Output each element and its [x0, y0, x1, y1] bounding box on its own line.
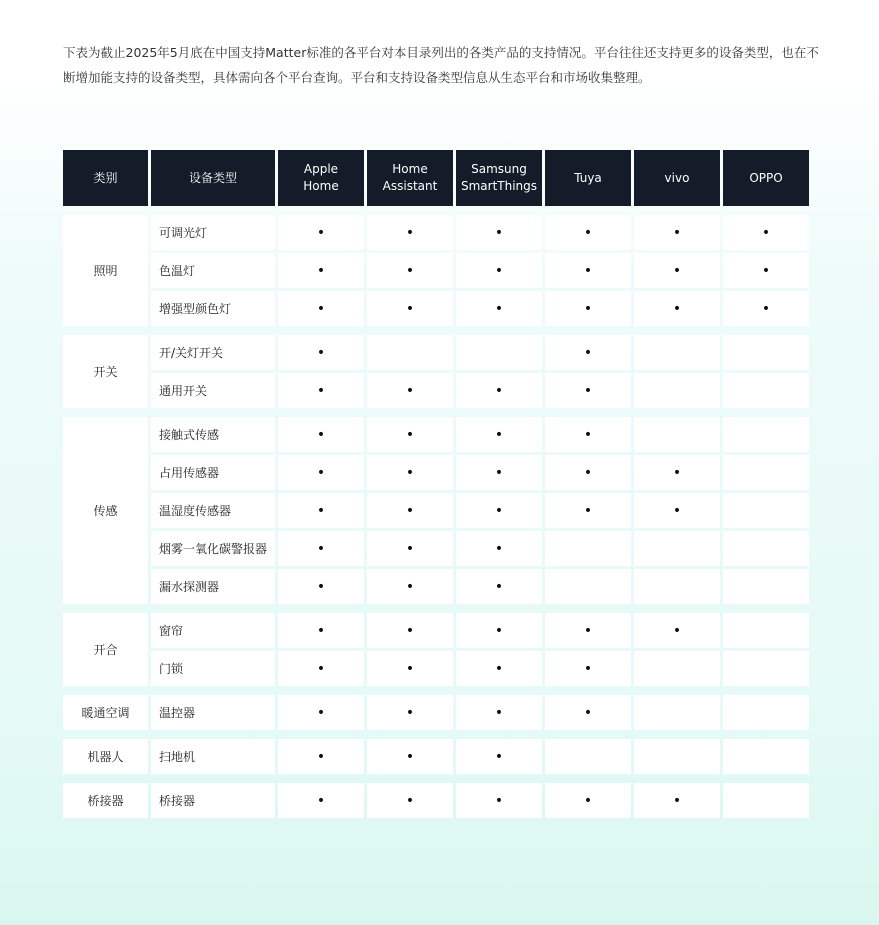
- empty-cell: [723, 335, 809, 370]
- empty-cell: [545, 531, 631, 566]
- support-mark-cell: •: [456, 455, 542, 490]
- device-type-cell: 接触式传感: [151, 417, 275, 452]
- header-category: 类别: [63, 150, 148, 206]
- table-row: [63, 455, 809, 490]
- device-type-cell: 扫地机: [151, 739, 275, 774]
- empty-cell: [545, 569, 631, 604]
- support-mark-cell: •: [367, 455, 453, 490]
- support-mark-cell: •: [278, 695, 364, 730]
- table-row: [63, 335, 809, 370]
- group-gap-row: [63, 411, 809, 414]
- support-mark-cell: •: [278, 739, 364, 774]
- empty-cell: [723, 417, 809, 452]
- support-mark-cell: •: [367, 783, 453, 818]
- device-type-cell: 开/关灯开关: [151, 335, 275, 370]
- category-cell: 开合: [63, 613, 148, 686]
- empty-cell: [634, 695, 720, 730]
- support-mark-cell: •: [456, 253, 542, 288]
- device-type-cell: 温控器: [151, 695, 275, 730]
- group-gap-row: [63, 329, 809, 332]
- header-line: SmartThings: [460, 179, 538, 193]
- support-mark-cell: •: [545, 417, 631, 452]
- device-type-cell: 桥接器: [151, 783, 275, 818]
- support-mark-cell: •: [723, 291, 809, 326]
- empty-cell: [723, 613, 809, 648]
- empty-cell: [723, 569, 809, 604]
- support-mark-cell: •: [545, 651, 631, 686]
- header-line: vivo: [664, 170, 690, 185]
- empty-cell: [634, 335, 720, 370]
- category-cell: 暖通空调: [63, 695, 148, 730]
- category-cell: 桥接器: [63, 783, 148, 818]
- group-gap: [63, 607, 809, 610]
- support-mark-cell: •: [278, 613, 364, 648]
- group-gap: [63, 329, 809, 332]
- support-mark-cell: •: [278, 531, 364, 566]
- support-mark-cell: •: [278, 455, 364, 490]
- empty-cell: [723, 651, 809, 686]
- support-mark-cell: •: [545, 493, 631, 528]
- device-type-cell: 烟雾一氧化碳警报器: [151, 531, 275, 566]
- table-row: [63, 215, 809, 250]
- support-matrix-table: [60, 147, 812, 821]
- support-mark-cell: •: [545, 335, 631, 370]
- header-line: OPPO: [749, 170, 783, 185]
- header-line: Home: [392, 162, 428, 176]
- support-mark-cell: •: [367, 651, 453, 686]
- empty-cell: [634, 569, 720, 604]
- support-mark-cell: •: [634, 253, 720, 288]
- empty-cell: [723, 373, 809, 408]
- support-mark-cell: •: [634, 215, 720, 250]
- empty-cell: [634, 373, 720, 408]
- support-mark-cell: •: [634, 455, 720, 490]
- support-mark-cell: •: [367, 613, 453, 648]
- support-mark-cell: •: [367, 253, 453, 288]
- support-mark-cell: •: [545, 613, 631, 648]
- header-tuya: [545, 150, 631, 206]
- support-mark-cell: •: [456, 651, 542, 686]
- support-mark-cell: •: [278, 291, 364, 326]
- support-mark-cell: •: [456, 493, 542, 528]
- empty-cell: [456, 335, 542, 370]
- support-mark-cell: •: [367, 215, 453, 250]
- empty-cell: [723, 695, 809, 730]
- support-mark-cell: •: [456, 739, 542, 774]
- support-mark-cell: •: [367, 373, 453, 408]
- support-mark-cell: •: [367, 493, 453, 528]
- intro-paragraph: 下表为截止2025年5月底在中国支持Matter标准的各平台对本目录列出的各类产品的支持情况。平台往往还支持更多的设备类型，也在不断增加能支持的设备类型，具体需向各个平台查询。平台和支持设备类型信息从生态平台和市场收集整理。: [63, 45, 819, 85]
- support-mark-cell: •: [456, 569, 542, 604]
- support-mark-cell: •: [278, 373, 364, 408]
- support-mark-cell: •: [545, 783, 631, 818]
- support-mark-cell: •: [367, 569, 453, 604]
- support-mark-cell: •: [278, 783, 364, 818]
- table-row: [63, 493, 809, 528]
- empty-cell: [545, 739, 631, 774]
- support-mark-cell: •: [456, 695, 542, 730]
- support-mark-cell: •: [278, 253, 364, 288]
- empty-cell: [723, 531, 809, 566]
- header-device-type: 设备类型: [151, 150, 275, 206]
- support-mark-cell: •: [367, 739, 453, 774]
- support-mark-cell: •: [367, 531, 453, 566]
- support-mark-cell: •: [456, 373, 542, 408]
- support-mark-cell: •: [367, 417, 453, 452]
- support-mark-cell: •: [456, 531, 542, 566]
- group-gap: [63, 209, 809, 212]
- group-gap-row: [63, 209, 809, 212]
- support-mark-cell: •: [545, 215, 631, 250]
- table-row: [63, 373, 809, 408]
- device-type-cell: 色温灯: [151, 253, 275, 288]
- support-mark-cell: •: [367, 695, 453, 730]
- table-row: [63, 695, 809, 730]
- support-mark-cell: •: [278, 335, 364, 370]
- header-vivo: [634, 150, 720, 206]
- support-mark-cell: •: [634, 613, 720, 648]
- table-row: [63, 417, 809, 452]
- support-mark-cell: •: [545, 291, 631, 326]
- device-type-cell: 通用开关: [151, 373, 275, 408]
- support-mark-cell: •: [545, 695, 631, 730]
- support-mark-cell: •: [634, 493, 720, 528]
- support-mark-cell: •: [278, 569, 364, 604]
- support-mark-cell: •: [456, 613, 542, 648]
- header-line: Apple: [303, 162, 339, 176]
- support-mark-cell: •: [723, 253, 809, 288]
- empty-cell: [723, 455, 809, 490]
- category-cell: 传感: [63, 417, 148, 604]
- device-type-cell: 窗帘: [151, 613, 275, 648]
- support-mark-cell: •: [278, 493, 364, 528]
- table-row: [63, 253, 809, 288]
- category-cell: 开关: [63, 335, 148, 408]
- header-line: Tuya: [574, 170, 602, 185]
- header-home-assistant: [367, 150, 453, 206]
- header-line: Assistant: [382, 179, 438, 193]
- group-gap-row: [63, 607, 809, 610]
- group-gap-row: [63, 689, 809, 692]
- device-type-cell: 占用传感器: [151, 455, 275, 490]
- support-mark-cell: •: [723, 215, 809, 250]
- device-type-cell: 门锁: [151, 651, 275, 686]
- table-row: [63, 613, 809, 648]
- support-mark-cell: •: [456, 215, 542, 250]
- support-mark-cell: •: [278, 417, 364, 452]
- device-type-cell: 温湿度传感器: [151, 493, 275, 528]
- support-mark-cell: •: [634, 783, 720, 818]
- category-cell: 照明: [63, 215, 148, 326]
- header-apple-home: [278, 150, 364, 206]
- support-mark-cell: •: [456, 783, 542, 818]
- empty-cell: [634, 531, 720, 566]
- group-gap: [63, 777, 809, 780]
- group-gap-row: [63, 777, 809, 780]
- header-line: Samsung: [471, 162, 527, 176]
- group-gap: [63, 411, 809, 414]
- table-row: [63, 739, 809, 774]
- empty-cell: [634, 651, 720, 686]
- empty-cell: [723, 783, 809, 818]
- table-row: [63, 651, 809, 686]
- support-mark-cell: •: [278, 215, 364, 250]
- empty-cell: [634, 739, 720, 774]
- table-row: [63, 291, 809, 326]
- empty-cell: [634, 417, 720, 452]
- empty-cell: [723, 493, 809, 528]
- device-type-cell: 增强型颜色灯: [151, 291, 275, 326]
- category-cell: 机器人: [63, 739, 148, 774]
- empty-cell: [367, 335, 453, 370]
- header-line: Home: [303, 179, 339, 193]
- table-body: [63, 209, 809, 818]
- device-type-cell: 漏水探测器: [151, 569, 275, 604]
- support-mark-cell: •: [278, 651, 364, 686]
- header-oppo: [723, 150, 809, 206]
- support-mark-cell: •: [456, 417, 542, 452]
- table-row: [63, 783, 809, 818]
- table-row: [63, 531, 809, 566]
- support-mark-cell: •: [545, 253, 631, 288]
- support-mark-cell: •: [456, 291, 542, 326]
- empty-cell: [723, 739, 809, 774]
- group-gap: [63, 689, 809, 692]
- header-samsung-smartthings: [456, 150, 542, 206]
- table-row: [63, 569, 809, 604]
- support-mark-cell: •: [545, 373, 631, 408]
- support-mark-cell: •: [367, 291, 453, 326]
- support-mark-cell: •: [634, 291, 720, 326]
- device-type-cell: 可调光灯: [151, 215, 275, 250]
- group-gap: [63, 733, 809, 736]
- group-gap-row: [63, 733, 809, 736]
- support-mark-cell: •: [545, 455, 631, 490]
- table-header-row: [63, 150, 809, 206]
